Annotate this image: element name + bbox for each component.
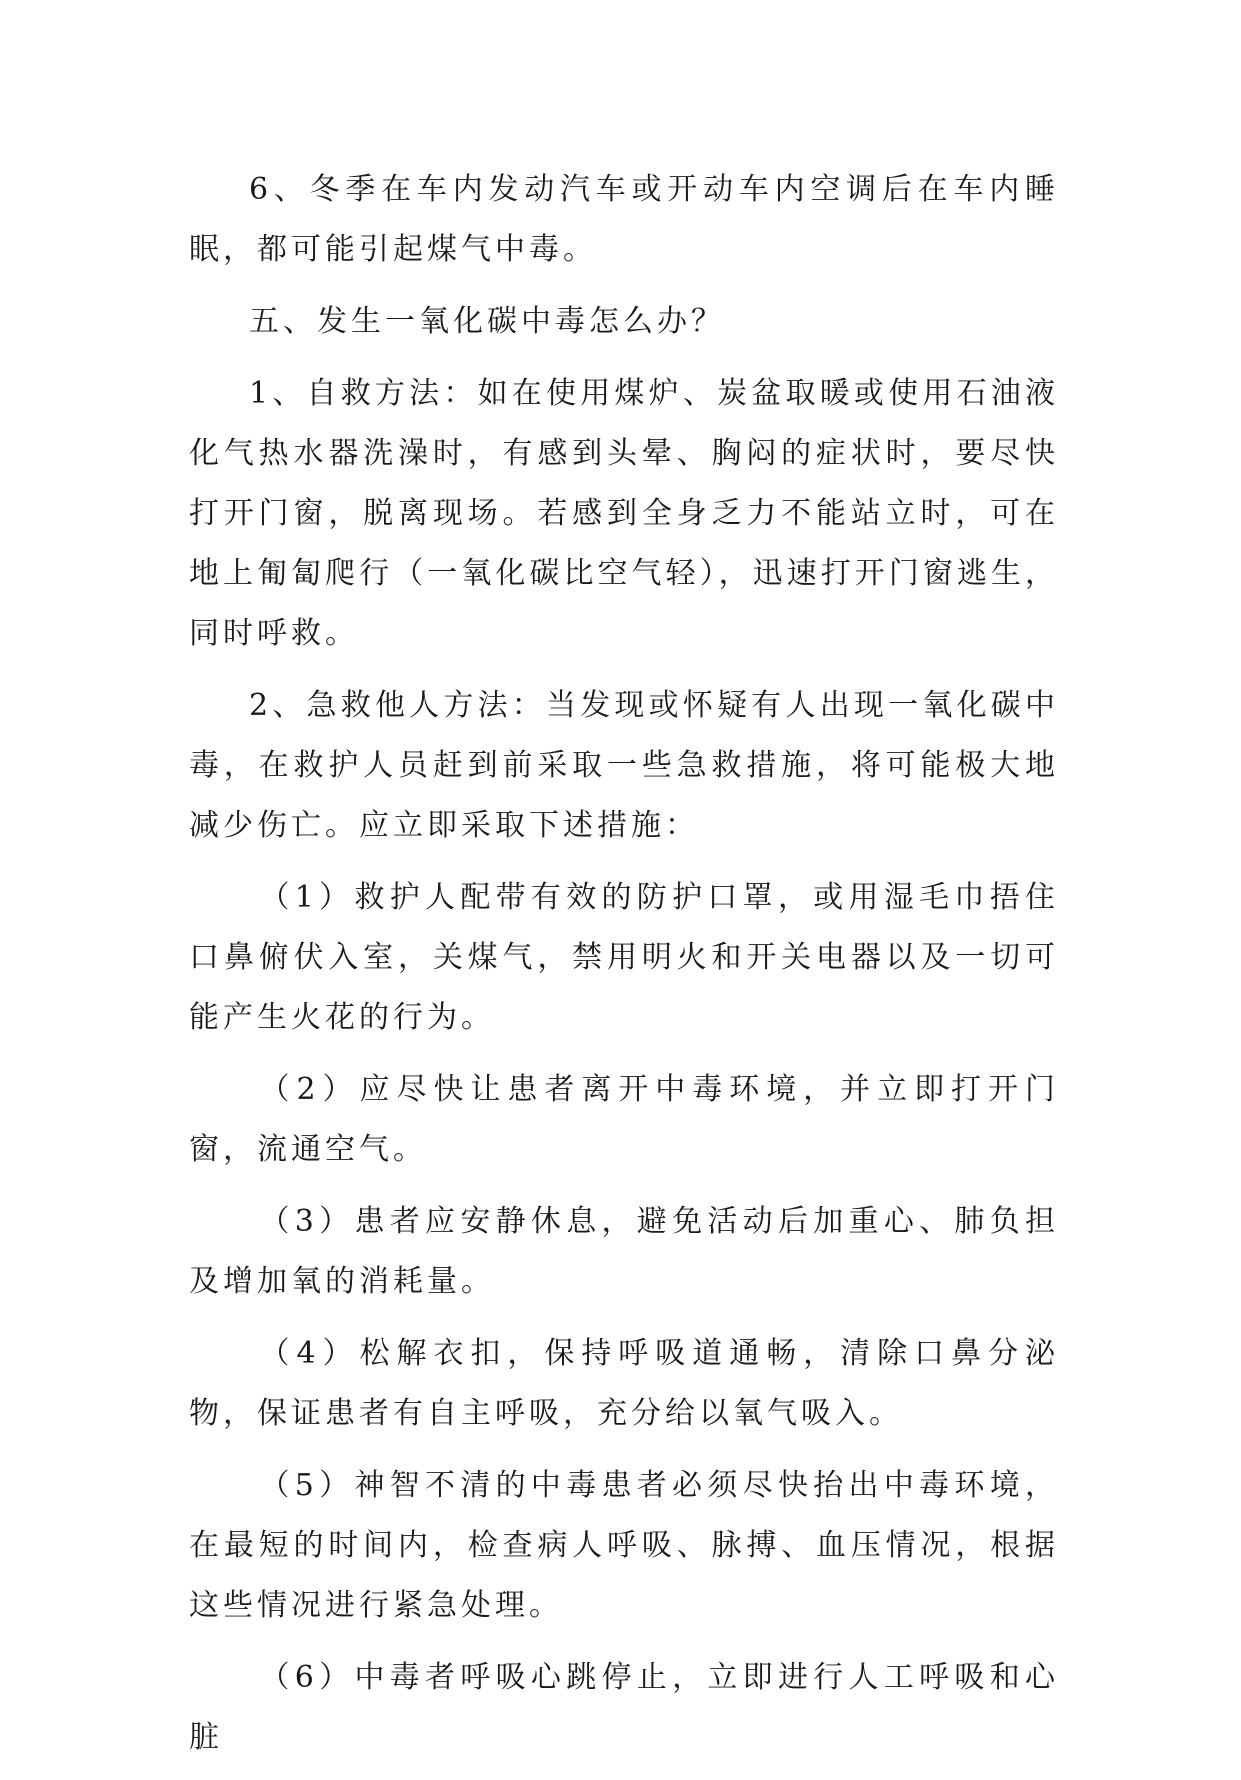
document-body (189, 160, 1059, 1780)
paragraph-self-rescue: 1、自救方法：如在使用煤炉、炭盆取暖或使用石油液化气热水器洗澡时，有感到头晕、胸闷的症状时，要尽快打开门窗，脱离现场。若感到全身乏力不能站立时，可在地上匍匐爬行（一氧化碳比空气轻），迅速打开门窗逃生，同时呼救。 (189, 376, 1059, 651)
section-heading-5: 五、发生一氧化碳中毒怎么办？ (249, 304, 725, 339)
measure-4: （4）松解衣扣，保持呼吸道通畅，清除口鼻分泌物，保证患者有自主呼吸，充分给以氧气吸入。 (189, 1336, 1059, 1431)
measure-2: （2）应尽快让患者离开中毒环境，并立即打开门窗，流通空气。 (189, 1072, 1059, 1167)
measure-5: （5）神智不清的中毒患者必须尽快抬出中毒环境，在最短的时间内，检查病人呼吸、脉搏、血压情况，根据这些情况进行紧急处理。 (189, 1468, 1059, 1623)
measure-3: （3）患者应安静休息，避免活动后加重心、肺负担及增加氧的消耗量。 (189, 1204, 1059, 1299)
paragraph-rescue-others: 2、急救他人方法：当发现或怀疑有人出现一氧化碳中毒，在救护人员赶到前采取一些急救措施，将可能极大地减少伤亡。应立即采取下述措施： (189, 688, 1059, 843)
measure-6: （6）中毒者呼吸心跳停止，立即进行人工呼吸和心脏 (189, 1660, 1059, 1755)
paragraph-item-6: 6、冬季在车内发动汽车或开动车内空调后在车内睡眠，都可能引起煤气中毒。 (189, 172, 1059, 267)
measure-1: （1）救护人配带有效的防护口罩，或用湿毛巾捂住口鼻俯伏入室，关煤气，禁用明火和开关电器以及一切可能产生火花的行为。 (189, 880, 1059, 1035)
